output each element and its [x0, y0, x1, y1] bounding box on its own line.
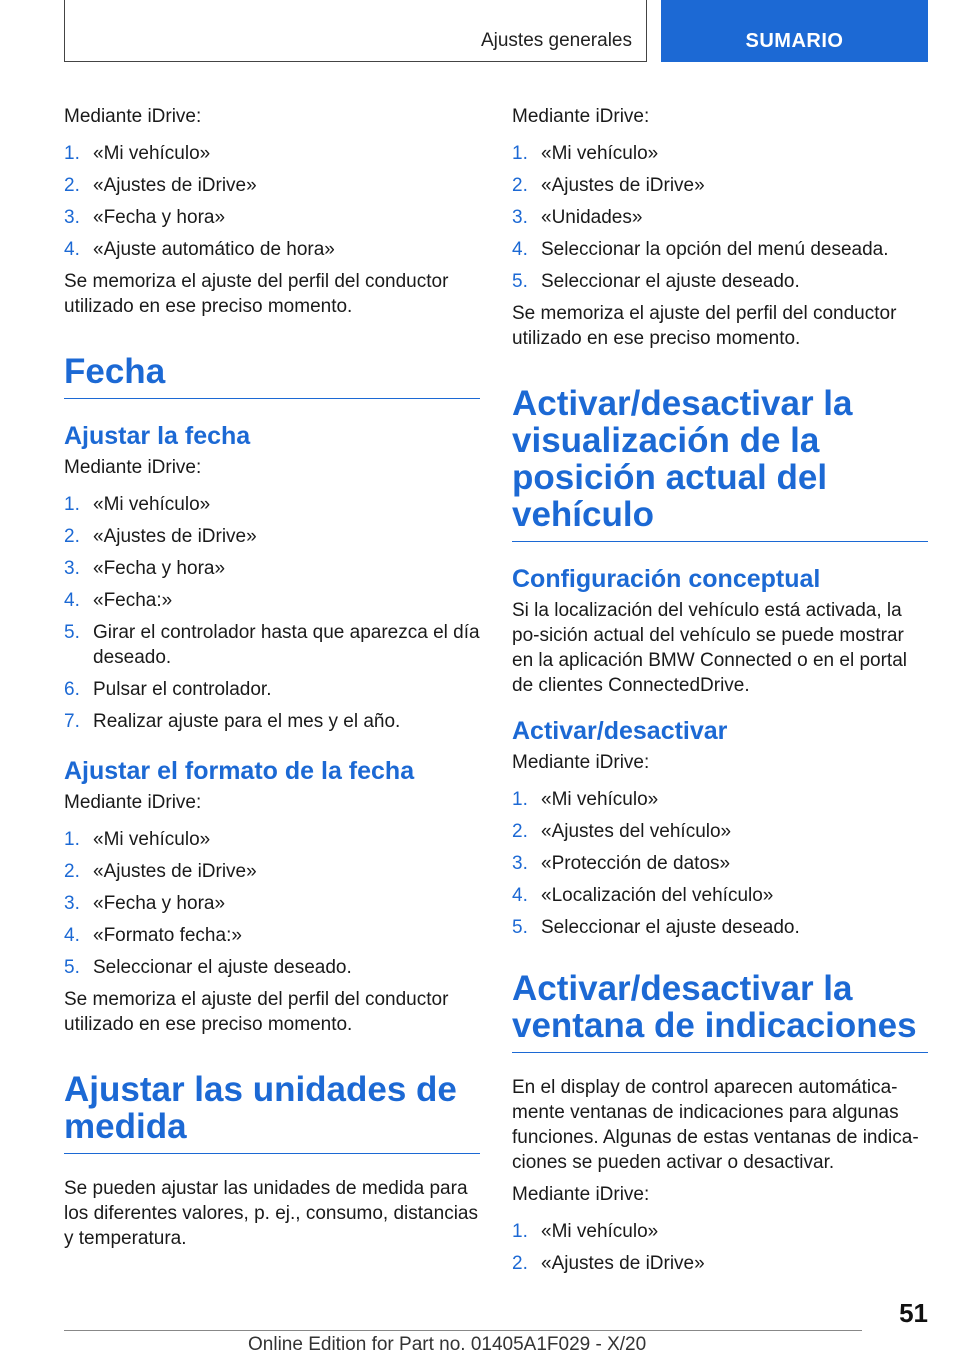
list-item	[64, 677, 480, 702]
list-number: 5.	[64, 957, 80, 978]
list-number: 1.	[64, 494, 80, 515]
body-text: Se pueden ajustar las unidades de medida para los diferentes valores, p. ej., consumo, distancias y temperatura.	[64, 1178, 478, 1249]
list-number: 5.	[512, 271, 528, 292]
list-item	[512, 851, 928, 876]
section-heading: Activar/desactivar la visualización de la posición actual del vehículo	[512, 385, 928, 542]
list-number: 3.	[512, 207, 528, 228]
list-item	[64, 237, 480, 262]
list-item-text: «Localización del vehículo»	[541, 885, 774, 906]
list-item-text: «Fecha y hora»	[93, 207, 226, 228]
list-item-text: «Mi vehículo»	[541, 789, 659, 810]
list-item-text: «Mi vehículo»	[93, 143, 211, 164]
section-heading: Activar/desactivar la ventana de indicaciones	[512, 970, 928, 1053]
note-text: Se memoriza el ajuste del perfil del conductor utilizado en ese preciso momento.	[512, 303, 897, 349]
list-number: 2.	[64, 526, 80, 547]
right-column	[512, 104, 928, 1283]
list-item	[512, 1219, 928, 1244]
page-header	[64, 0, 928, 64]
page-number: 51	[899, 1298, 928, 1328]
list-item	[64, 923, 480, 948]
list-item-text: Pulsar el controlador.	[93, 679, 272, 700]
list-item-text: Seleccionar el ajuste deseado.	[93, 957, 352, 978]
list-item-text: Seleccionar el ajuste deseado.	[541, 917, 800, 938]
section-heading: Ajustar las unidades de medida	[64, 1071, 480, 1154]
sumario-button[interactable]	[661, 0, 928, 62]
steps-list	[512, 141, 928, 294]
list-item	[64, 173, 480, 198]
left-column	[64, 104, 480, 1251]
intro-text: Mediante iDrive:	[512, 1184, 650, 1205]
list-number: 5.	[64, 622, 80, 643]
list-number: 4.	[64, 590, 80, 611]
list-item	[64, 492, 480, 517]
subsection-heading: Activar/desactivar	[512, 717, 728, 745]
list-item	[64, 827, 480, 852]
list-number: 6.	[64, 679, 80, 700]
subsection-heading: Ajustar el formato de la fecha	[64, 757, 415, 785]
steps-list	[64, 492, 480, 734]
list-item-text: «Unidades»	[541, 207, 643, 228]
list-number: 3.	[64, 207, 80, 228]
list-item-text: «Fecha:»	[93, 590, 173, 611]
intro-text: Mediante iDrive:	[64, 457, 202, 478]
list-item-text: «Ajustes de iDrive»	[541, 1253, 705, 1274]
list-item-text: Seleccionar la opción del menú deseada.	[541, 239, 889, 260]
section-title: Ajustes generales	[480, 30, 632, 51]
list-number: 1.	[512, 1221, 528, 1242]
list-item	[64, 955, 480, 980]
list-item	[512, 915, 928, 940]
list-item	[64, 141, 480, 166]
body-text: En el display de control aparecen automática-mente ventanas de indicaciones para algunas funciones. Algunas de estas ventanas de indica-ciones se pueden activar o desactivar.	[512, 1077, 919, 1173]
list-item-text: Girar el controlador hasta que aparezca el día deseado.	[93, 622, 480, 668]
list-item	[512, 141, 928, 166]
subsection-heading: Configuración conceptual	[512, 565, 821, 593]
intro-text: Mediante iDrive:	[512, 752, 650, 773]
list-number: 4.	[64, 239, 80, 260]
list-item	[512, 173, 928, 198]
section-heading: Fecha	[64, 353, 480, 399]
body-text: Si la localización del vehículo está activada, la po-sición actual del vehículo se puede mostrar en la aplicación BMW Connected o en el portal de clientes ConnectedDrive.	[512, 600, 908, 696]
list-number: 7.	[64, 711, 80, 732]
list-item	[64, 859, 480, 884]
intro-text: Mediante iDrive:	[64, 106, 202, 127]
list-number: 5.	[512, 917, 528, 938]
list-number: 1.	[64, 829, 80, 850]
list-item	[512, 883, 928, 908]
list-item-text: «Fecha y hora»	[93, 893, 226, 914]
list-number: 3.	[64, 893, 80, 914]
list-item-text: «Fecha y hora»	[93, 558, 226, 579]
list-number: 1.	[512, 789, 528, 810]
list-number: 1.	[512, 143, 528, 164]
list-item-text: «Protección de datos»	[541, 853, 731, 874]
list-item-text: «Ajuste automático de hora»	[93, 239, 335, 260]
list-item	[64, 588, 480, 613]
section-title-box	[64, 0, 647, 62]
list-number: 3.	[512, 853, 528, 874]
list-item	[512, 205, 928, 230]
list-item	[64, 205, 480, 230]
steps-list	[64, 827, 480, 980]
list-item-text: «Ajustes de iDrive»	[93, 526, 257, 547]
list-item	[64, 524, 480, 549]
list-item-text: «Mi vehículo»	[541, 1221, 659, 1242]
list-number: 4.	[64, 925, 80, 946]
subsection-heading: Ajustar la fecha	[64, 422, 251, 450]
list-number: 2.	[64, 175, 80, 196]
list-item	[512, 269, 928, 294]
sumario-label: SUMARIO	[745, 30, 844, 52]
list-item-text: «Formato fecha:»	[93, 925, 242, 946]
note-text: Se memoriza el ajuste del perfil del conductor utilizado en ese preciso momento.	[64, 271, 449, 317]
steps-list	[64, 141, 480, 262]
footer-divider	[64, 1330, 862, 1331]
intro-text: Mediante iDrive:	[64, 792, 202, 813]
intro-text: Mediante iDrive:	[512, 106, 650, 127]
list-number: 2.	[512, 1253, 528, 1274]
list-item	[64, 556, 480, 581]
list-item-text: «Ajustes de iDrive»	[93, 175, 257, 196]
list-item	[512, 1251, 928, 1276]
list-number: 4.	[512, 885, 528, 906]
list-item	[512, 819, 928, 844]
list-item-text: «Mi vehículo»	[93, 494, 211, 515]
note-text: Se memoriza el ajuste del perfil del conductor utilizado en ese preciso momento.	[64, 989, 449, 1035]
list-item-text: Realizar ajuste para el mes y el año.	[93, 711, 401, 732]
list-item-text: Seleccionar el ajuste deseado.	[541, 271, 800, 292]
list-item	[64, 891, 480, 916]
list-item-text: «Mi vehículo»	[93, 829, 211, 850]
list-number: 4.	[512, 239, 528, 260]
list-number: 2.	[64, 861, 80, 882]
list-number: 2.	[512, 175, 528, 196]
list-item-text: «Ajustes de iDrive»	[93, 861, 257, 882]
list-item	[512, 787, 928, 812]
list-number: 2.	[512, 821, 528, 842]
list-number: 3.	[64, 558, 80, 579]
list-item-text: «Ajustes del vehículo»	[541, 821, 732, 842]
footer-edition: Online Edition for Part no. 01405A1F029 - X/20	[248, 1334, 647, 1355]
list-number: 1.	[64, 143, 80, 164]
list-item	[512, 237, 928, 262]
list-item	[64, 620, 480, 670]
list-item-text: «Ajustes de iDrive»	[541, 175, 705, 196]
steps-list	[512, 1219, 928, 1276]
steps-list	[512, 787, 928, 940]
list-item	[64, 709, 480, 734]
list-item-text: «Mi vehículo»	[541, 143, 659, 164]
